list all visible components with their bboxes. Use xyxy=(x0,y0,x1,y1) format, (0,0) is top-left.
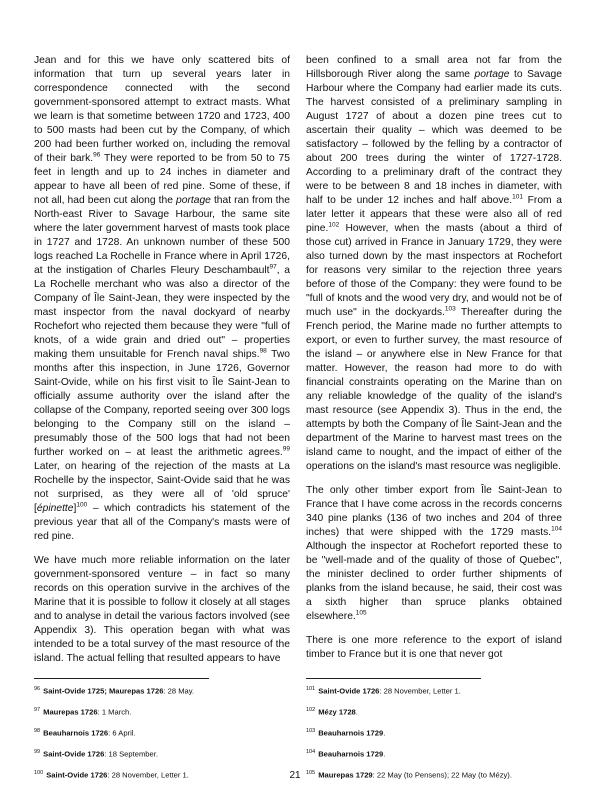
page-number: 21 xyxy=(289,770,301,781)
footnote: $^{104}$ Beauharnois 1729. xyxy=(306,749,386,759)
footnote: $^{101}$ Saint-Ovide 1726: 28 November, Letter 1. xyxy=(306,686,461,696)
left-paragraph-2: We have much more reliable information on the later government-sponsored venture – in fact so many records on this operation survive in the archives of the Marine that it is possible to follow it closely at all stages and to analyse in detail the various factors involved (see Appendix 3). This operation began with what was intended to be a total survey of the mast resource of the island. The actual felling that resulted appears to have xyxy=(34,555,290,664)
footnote: $^{103}$ Beauharnois 1729. xyxy=(306,728,386,738)
footnote: $^{96}$ Saint-Ovide 1725; Maurepas 1726: 28 May. xyxy=(34,686,195,696)
footnote: $^{97}$ Maurepas 1726: 1 March. xyxy=(34,707,132,717)
footnote: $^{99}$ Saint-Ovide 1726: 18 September. xyxy=(34,749,158,759)
right-paragraph-3: There is one more reference to the export of island timber to France but it is one that never got xyxy=(306,635,562,660)
right-column xyxy=(306,54,562,672)
left-column xyxy=(34,54,290,676)
footnote-divider-left xyxy=(34,678,209,679)
footnote: $^{98}$ Beauharnois 1726: 6 April. xyxy=(34,728,136,738)
footnote-divider-right xyxy=(306,678,481,679)
footnote: $^{102}$ Mézy 1728. xyxy=(306,707,358,717)
right-paragraph-2: The only other timber export from Île Saint-Jean to France that I have come across in the records concerns 340 pine planks (136 of two inches and 204 of three inches) that were shipped with the 1729 masts.$^{104}$ Although the inspector at Rochefort reported these to be "well-made and of the quality of those of Quebec", the minister declined to order further shipments of planks from the island because, he said, their cost was a sixth higher than spruce planks obtained elsewhere.$^{105}$ xyxy=(306,485,562,622)
footnote: $^{100}$ Saint-Ovide 1726: 28 November, Letter 1. xyxy=(34,770,189,780)
footnote: $^{105}$ Maurepas 1729: 22 May (to Pensens); 22 May (to Mézy). xyxy=(306,770,512,780)
left-paragraph-1: Jean and for this we have only scattered bits of information that turn up several years later in correspondence connected with the second government-sponsored attempt to extract masts. What we learn is that sometime between 1720 and 1723, 400 to 500 masts had been cut by the Company, of which 200 had been further worked on, including the removal of their bark.$^{96}$ They were reported to be from 50 to 75 feet in length and up to 24 inches in diameter and appear to have all been of red pine. Some of these, if not all, had been cut along the portage that ran from the North-east River to Savage Harbour, the same site where the later government harvest of masts took place in 1727 and 1728. An unknown number of these 500 logs reached La Rochelle in France where in April 1726, at the instigation of Charles Fleury Deschambault$^{97}$, a La Rochelle merchant who was also a director of the Company of Île Saint-Jean, they were inspected by the mast inspector from the naval dockyard of nearby Rochefort who rejected them because they were "full of knots, of a wide grain and dried out" – properties making them unsuitable for French naval ships.$^{98}$ Two months after this inspection, in June 1726, Governor Saint-Ovide, while on his first visit to Île Saint-Jean to officially assume authority over the island after the collapse of the Company, reported seeing over 300 logs belonging to the Company still on the island – presumably those of the 500 logs that had not been further worked on – at least the arithmetic agrees.$^{99}$ Later, on hearing of the rejection of the masts at La Rochelle by the inspector, Saint-Ovide said that he was not surprised, as they were all of 'old spruce' [épinette]$^{100}$ – which contradicts his statement of the previous year that all of the Company's masts were of red pine. xyxy=(34,55,290,542)
right-paragraph-1: been confined to a small area not far from the Hillsborough River along the same portage to Savage Harbour where the Company had earlier made its cuts. The harvest consisted of a preliminary sampling in August 1727 of about a dozen pine trees cut to ascertain their quality – which was deemed to be satisfactory – followed by the felling by a contractor of about 200 trees during the winter of 1727-1728. According to a preliminary draft of the contract they were to be between 8 and 18 inches in diameter, with half to be under 12 inches and half above.$^{101}$ From a later letter it appears that these were also all of red pine.$^{102}$ However, when the masts (about a third of those cut) arrived in France in January 1729, they were also turned down by the mast inspectors at Rochefort for reasons very similar to the rejection three years before of those of the Company: they were found to be "full of knots and the wood very dry, and would not be of much use" in the dockyards.$^{103}$ Thereafter during the French period, the Marine made no further attempts to export, or even to further survey, the mast resource of the island – or anywhere else in New France for that matter. However, the reason had more to do with financial constraints operating on the Marine than on any reliable knowledge of the quality of the island's mast resource (see Appendix 3). Thus in the end, the attempts by both the Company of Île Saint-Jean and the department of the Marine to harvest mast trees on the island came to nought, and the impact of either of the operations on the island's mast resource was negligible. xyxy=(306,55,562,472)
